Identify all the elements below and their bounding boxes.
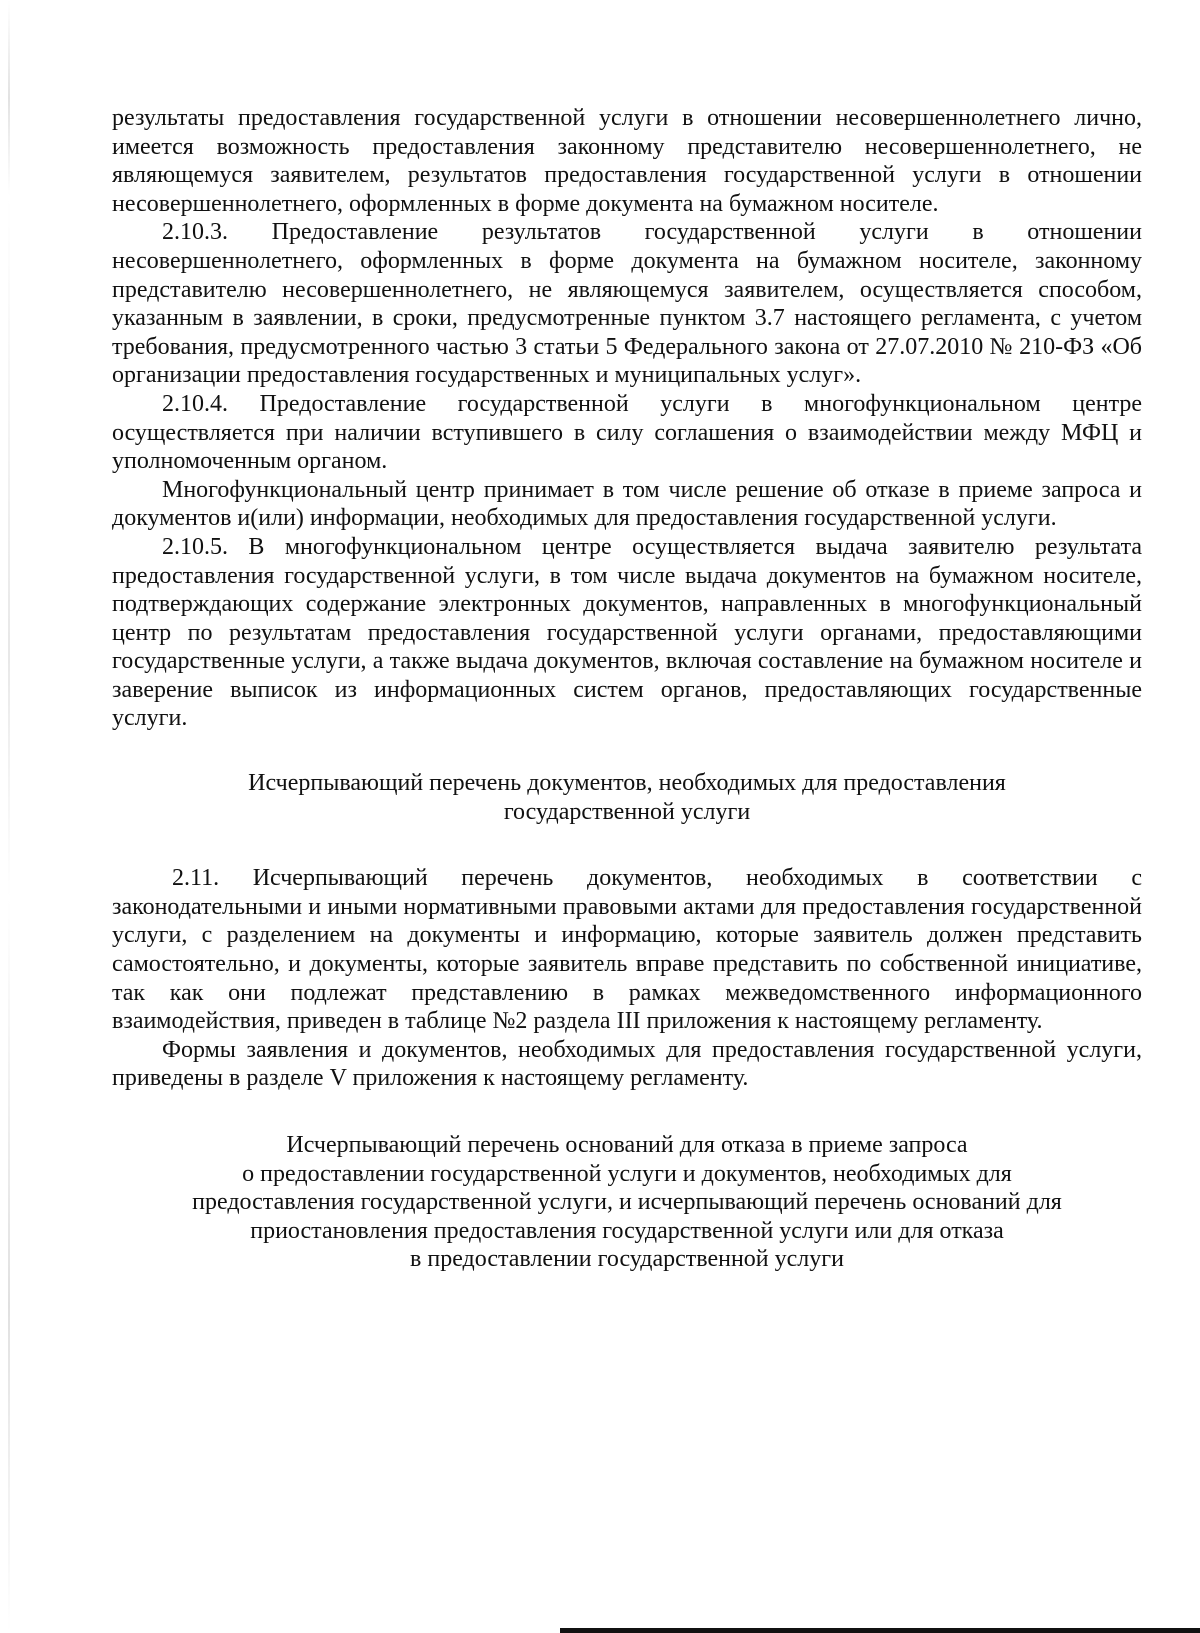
spacer: [112, 1093, 1142, 1131]
paragraph-mfc-decision: Многофункциональный центр принимает в том числе решение об отказе в приеме запроса и документов и(или) информации, необходимых для предоставления государственной услуги.: [112, 476, 1142, 532]
section-heading-refusal: [112, 1131, 1142, 1274]
spacer: [112, 733, 1142, 769]
heading-line: приостановления предоставления государственной услуги или для отказа: [250, 1217, 1004, 1244]
heading-line: в предоставлении государственной услуги: [410, 1246, 844, 1273]
paragraph-forms: Формы заявления и документов, необходимых для предоставления государственной услуги, приведены в разделе V приложения к настоящему регламенту.: [112, 1036, 1142, 1092]
document-page: [112, 104, 1142, 1274]
spacer: [112, 826, 1142, 864]
heading-line: государственной услуги: [503, 798, 751, 825]
paragraph-continuation: результаты предоставления государственной услуги в отношении несовершеннолетнего лично, имеется возможность предоставления законному представителю несовершеннолетнего, не являющемуся заявителем, результатов предоставления государственной услуги в отношении несовершеннолетнего, оформленных в форме документа на бумажном носителе.: [112, 105, 1142, 217]
paragraph-2-11: 2.11. Исчерпывающий перечень документов, необходимых в соответствии с законодательными и иными нормативными правовыми актами для предоставления государственной услуги, с разделением на документы и информацию, которые заявитель должен представить самостоятельно, и документы, которые заявитель вправе представить по собственной инициативе, так как они подлежат представлению в рамках межведомственного информационного взаимодействия, приведен в таблице №2 раздела III приложения к настоящему регламенту.: [112, 865, 1142, 1035]
section-heading-documents: [112, 769, 1142, 826]
heading-line: Исчерпывающий перечень оснований для отказа в приеме запроса: [286, 1132, 968, 1158]
heading-line: Исчерпывающий перечень документов, необходимых для предоставления: [248, 770, 1006, 797]
paragraph-2-10-3: 2.10.3. Предоставление результатов государственной услуги в отношении несовершеннолетнего, оформленных в форме документа на бумажном носителе, законному представителю несовершеннолетнего, не являющемуся заявителем, осуществляется способом, указанным в заявлении, в сроки, предусмотренные пунктом 3.7 настоящего регламента, с учетом требования, предусмотренного частью 3 статьи 5 Федерального закона от 27.07.2010 № 210-ФЗ «Об организации предоставления государственных и муниципальных услуг».: [112, 219, 1142, 389]
paragraph-2-10-4: 2.10.4. Предоставление государственной услуги в многофункциональном центре осуществляется при наличии вступившего в силу соглашения о взаимодействии между МФЦ и уполномоченным органом.: [112, 390, 1142, 475]
heading-line: о предоставлении государственной услуги и документов, необходимых для: [242, 1160, 1012, 1187]
paragraph-2-10-5: 2.10.5. В многофункциональном центре осуществляется выдача заявителю результата предоставления государственной услуги, в том числе выдача документов на бумажном носителе, подтверждающих содержание электронных документов, направленных в многофункциональный центр по результатам предоставления государственной услуги органами, предоставляющими государственные услуги, а также выдача документов, включая составление на бумажном носителе и заверение выписок из информационных систем органов, предоставляющих государственные услуги.: [112, 533, 1142, 732]
scan-bottom-edge: [560, 1628, 1200, 1633]
heading-line: предоставления государственной услуги, и исчерпывающий перечень оснований для: [192, 1189, 1062, 1216]
scan-left-edge: [8, 0, 10, 1633]
